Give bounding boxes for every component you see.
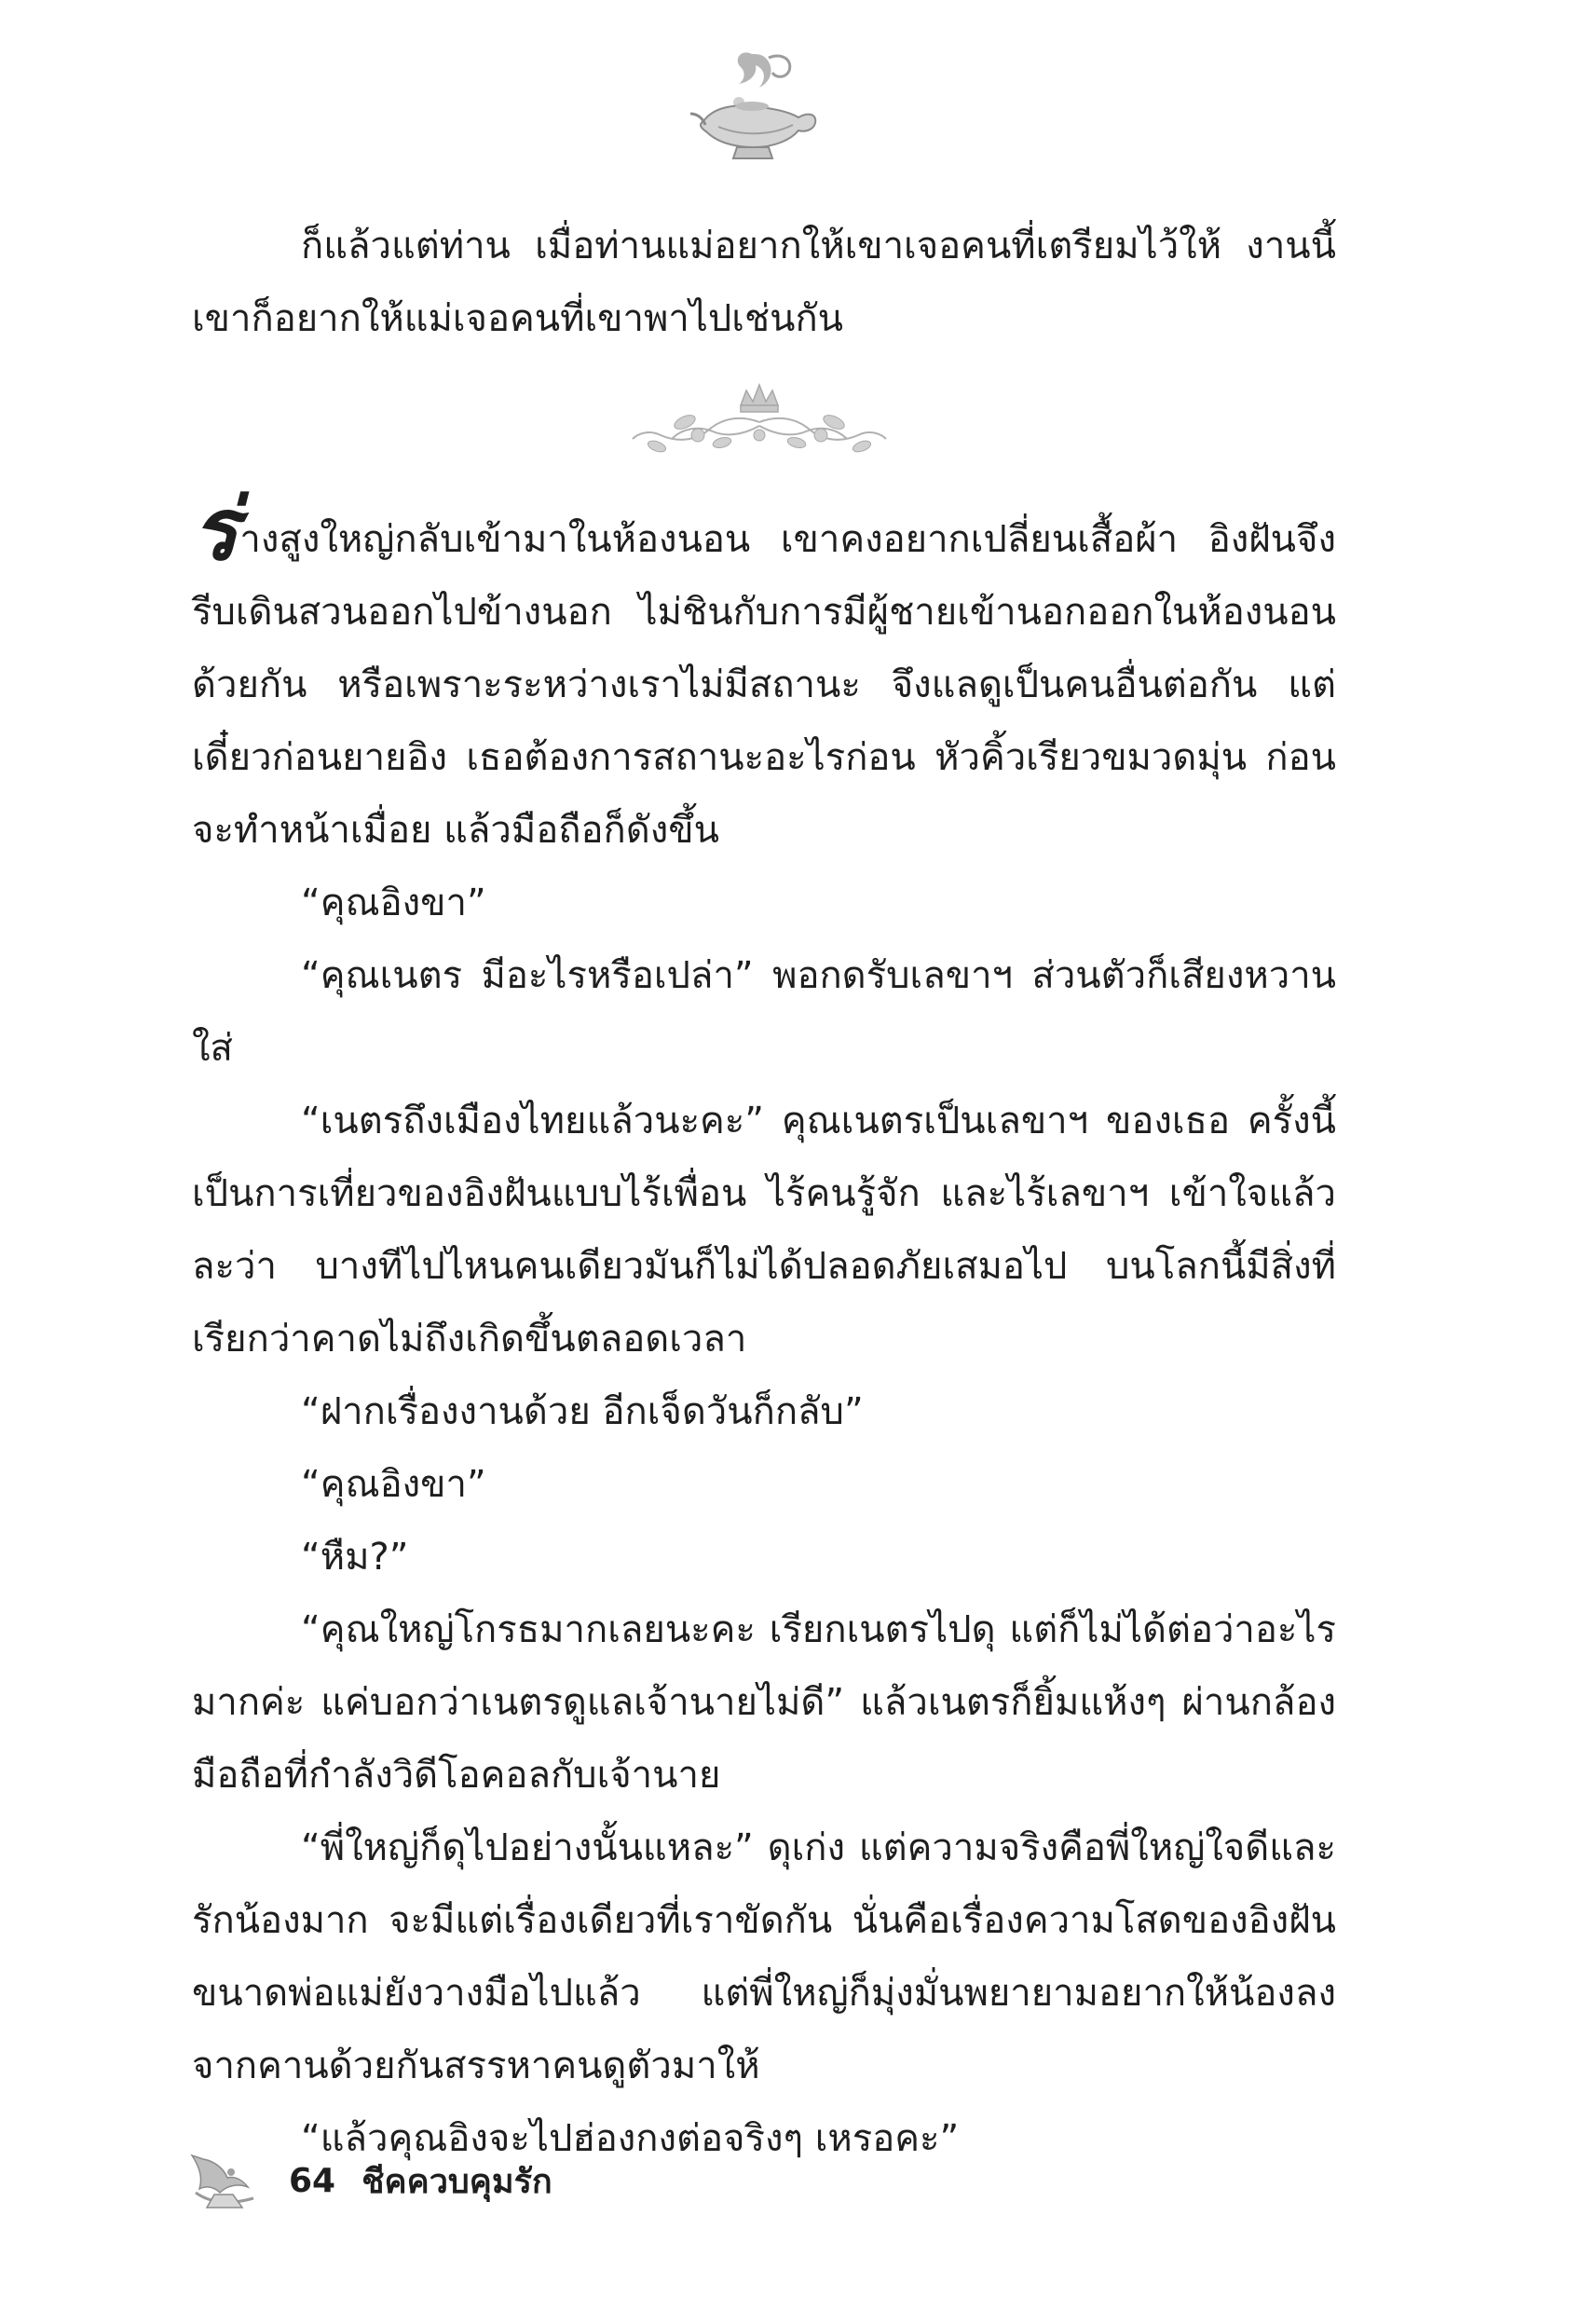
genie-figure-icon [186,2148,261,2213]
drop-cap: ร่ [192,479,239,580]
first-paragraph-text: างสูงใหญ่กลับเข้ามาในห้องนอน เขาคงอยากเปลี่ยนเสื้อผ้า อิงฝันจึงรีบเดินสวนออกไปข้างนอก ไม่ชินกับการมีผู้ชายเข้านอกออกในห้องนอนด้วยกัน หรือเพราะระหว่างเราไม่มีสถานะ จึงแลดูเป็นคนอื่นต่อกัน แต่เดี๋ยวก่อนยายอิง เธอต้องการสถานะอะไรก่อน หัวคิ้วเรียวขมวดมุ่น ก่อนจะทำหน้าเมื่อย แล้วมือถือก็ดังขึ้น [192,518,1336,852]
main-text [192,479,1336,2175]
crown-floral-divider-icon [629,377,890,480]
paragraph-4: “ฝากเรื่องงานด้วย อีกเจ็ดวันก็กลับ” [301,1390,864,1433]
first-paragraph [192,479,1336,867]
paragraph-7: “คุณใหญ่โกรธมากเลยนะคะ เรียกเนตรไปดุ แต่ก็ไม่ได้ต่อว่าอะไรมากค่ะ แค่บอกว่าเนตรดูแลเจ้านายไม่ดี” แล้วเนตรก็ยิ้มแห้งๆ ผ่านกล้องมือถือที่กำลังวิดีโอคอลกับเจ้านาย [192,1608,1336,1797]
paragraph-1: “คุณอิงขา” [301,882,486,924]
paragraph-9: “แล้วคุณอิงจะไปฮ่องกงต่อจริงๆ เหรอคะ” [301,2117,960,2160]
intro-paragraph: ก็แล้วแต่ท่าน เมื่อท่านแม่อยากให้เขาเจอคนที่เตรียมไว้ให้ งานนี้เขาก็อยากให้แม่เจอคนที่เขาพาไปเช่นกัน [192,225,1336,340]
genie-lamp-icon [685,47,825,168]
paragraph-2: “คุณเนตร มีอะไรหรือเปล่า” พอกดรับเลขาฯ ส่วนตัวก็เสียงหวานใส่ [192,954,1336,1070]
page-footer [186,2143,552,2218]
page-number: 64 [289,2161,336,2200]
paragraph-8: “พี่ใหญ่ก็ดุไปอย่างนั้นแหละ” ดุเก่ง แต่ความจริงคือพี่ใหญ่ใจดีและรักน้องมาก จะมีแต่เรื่องเดียวที่เราขัดกัน นั่นคือเรื่องความโสดของอิงฝัน ขนาดพ่อแม่ยังวางมือไปแล้ว แต่พี่ใหญ่ก็มุ่งมั่นพยายามอยากให้น้องลงจากคานด้วยกันสรรหาคนดูตัวมาให้ [192,1826,1336,2087]
paragraph-6: “หืม?” [301,1536,409,1579]
intro-text [192,210,1336,355]
paragraph-3: “เนตรถึงเมืองไทยแล้วนะคะ” คุณเนตรเป็นเลขาฯ ของเธอ ครั้งนี้เป็นการเที่ยวของอิงฝันแบบไร้เพื่อน ไร้คนรู้จัก และไร้เลขาฯ เข้าใจแล้วละว่า บางทีไปไหนคนเดียวมันก็ไม่ได้ปลอดภัยเสมอไป บนโลกนี้มีสิ่งที่เรียกว่าคาดไม่ถึงเกิดขึ้นตลอดเวลา [192,1100,1336,1361]
paragraph-5: “คุณอิงขา” [301,1463,486,1506]
book-title: ชีคควบคุมรัก [361,2162,552,2201]
